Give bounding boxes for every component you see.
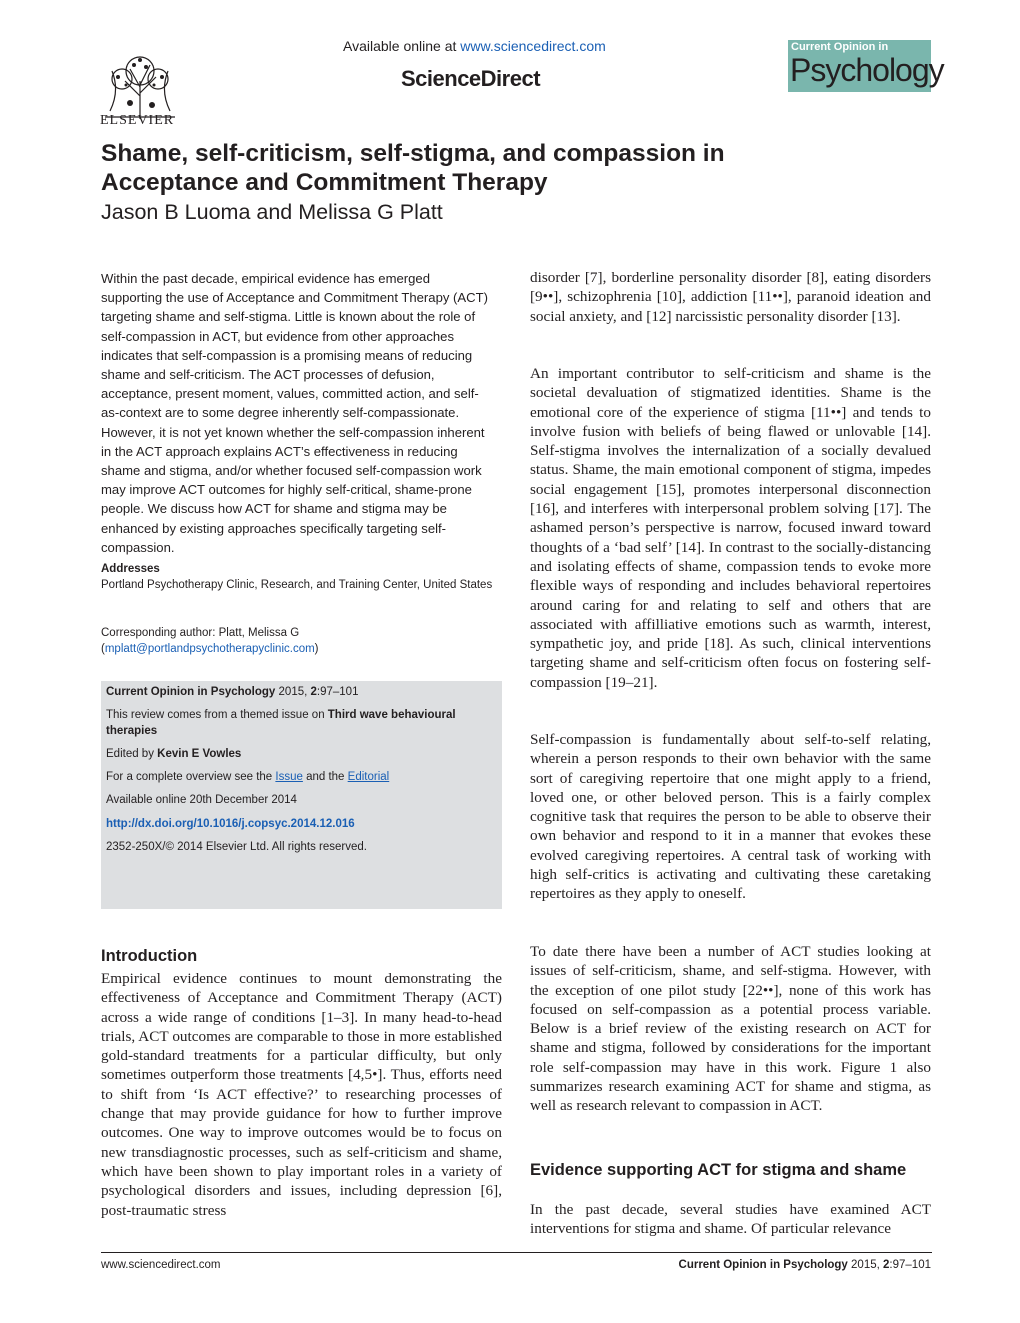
doi-link[interactable]: http://dx.doi.org/10.1016/j.copsyc.2014.12.016 xyxy=(106,818,355,830)
available-online-line xyxy=(343,38,606,54)
available-prefix: Available online at xyxy=(343,38,461,54)
citation-volume: 2 xyxy=(310,686,317,698)
corresponding-author-text: Corresponding author: Platt, Melissa G xyxy=(101,627,300,639)
theme-line xyxy=(106,708,496,739)
sciencedirect-wordmark: ScienceDirect xyxy=(401,66,541,91)
publisher-logo-text: ELSEVIER xyxy=(100,113,175,128)
footer-citation xyxy=(679,1259,931,1271)
introduction-paragraph: Empirical evidence continues to mount demonstrating the effectiveness of Acceptance and Commitment Therapy (ACT) across a wide range of conditions [1–3]. In many head-to-head trials, ACT outcomes are comparable to those in more established gold-standard treatments for a particular difficulty, but only sometimes outperform those treatments [4,5•]. Thus, efforts need to shift from ‘Is ACT effective?’ to researching processes of change that may provide guidance for how to further improve outcomes. One way to improve outcomes would be to focus on new transdiagnostic processes, such as self-criticism and shame, which have been shown to play important roles in a variety of psychological disorders and issues, including depression [6], post-traumatic stress xyxy=(101,970,502,1219)
corresponding-email-link[interactable]: mplatt@portlandpsychotherapyclinic.com xyxy=(104,642,315,655)
doi-line xyxy=(106,817,496,833)
abstract: Within the past decade, empirical evidence has emerged supporting the use of Acceptance and Commitment Therapy (ACT) targeting shame and self-stigma. Little is known about the role of self-compassion in ACT, but evidence from other approaches indicates that self-compassion is a promising means of reducing shame and self-criticism. The ACT processes of defusion, acceptance, present moment, values, committed action, and self-as-context are to some degree inherently self-compassionate. However, it is not yet known whether the self-compassion inherent in the ACT approach explains ACT’s effectiveness in reducing shame and stigma, and/or whether focused self-compassion work may improve ACT outcomes for highly self-critical, shame-prone people. We discuss how ACT for shame and stigma may be enhanced by existing approaches specifically targeting self-compassion. xyxy=(101,271,488,555)
evidence-section-heading: Evidence supporting ACT for stigma and shame xyxy=(530,1161,907,1179)
article-authors: Jason B Luoma and Melissa G Platt xyxy=(101,200,443,224)
footer-volume: 2 xyxy=(883,1259,890,1271)
footer-journal: Current Opinion in Psychology xyxy=(678,1259,848,1271)
footer-pages: :97–101 xyxy=(889,1259,931,1271)
overview-mid: and the xyxy=(302,771,348,783)
article-info-box xyxy=(101,681,502,909)
available-date: Available online 20th December 2014 xyxy=(106,794,297,806)
overview-line xyxy=(106,770,496,786)
journal-badge xyxy=(788,40,944,92)
copyright-line: 2352-250X/© 2014 Elsevier Ltd. All rights reserved. xyxy=(106,841,367,853)
sciencedirect-url-link[interactable]: www.sciencedirect.com xyxy=(460,38,606,54)
article-title: Shame, self-criticism, self-stigma, and compassion in Acceptance and Commitment Therapy xyxy=(101,140,725,196)
addresses-label: Addresses xyxy=(101,563,160,575)
theme-name: Third wave behavioural therapies xyxy=(106,709,456,737)
editor-line xyxy=(106,747,496,763)
right-paragraph-4: To date there have been a number of ACT studies looking at issues of self-criticism, shame, and self-stigma. However, with the exception of one pilot study [22••], none of this work has focused on self-compassion as a potential process variable. Below is a brief review of the existing research on ACT for shame and stigma, followed by considerations for the important role self-compassion may have in this work. Figure 1 also summarizes research examining ACT for shame and stigma, as well as research relevant to compassion in ACT. xyxy=(530,943,931,1115)
overview-prefix: For a complete overview see the xyxy=(106,771,276,783)
journal-badge-main: Psychology xyxy=(790,52,944,88)
citation-line xyxy=(106,685,496,701)
journal-badge-top: Current Opinion in xyxy=(791,41,889,53)
right-paragraph-3: Self-compassion is fundamentally about self-to-self relating, wherein a person responds to their own behavior with the same sort of caregiving repertoire that one might apply to a friend, loved one, or other beloved person. This is a fairly complex cognitive task that requires the person to be able to observe their own behavior and respond to it in a manner that evokes these evolved caregiving repertoires. A central task of working with high self-critics is activating and cultivating these caretaking repertoires as they apply to oneself. xyxy=(530,731,931,903)
editor-prefix: Edited by xyxy=(106,748,158,760)
citation-year: 2015, xyxy=(275,686,311,698)
issue-link[interactable]: Issue xyxy=(275,771,303,783)
footer-year: 2015, xyxy=(847,1259,884,1271)
right-paragraph-2: An important contributor to self-criticism and shame is the societal devaluation of stigmatized identities. Shame is the emotional core of the experience of stigma [11••] and tends to involve fusion with beliefs of being flawed or unlovable [14]. Self-stigma involves the internalization of a socially devalued status. Shame, the main emotional component of stigma, impedes social engagement [15], promotes interpersonal disconnection [16], and interferes with interpersonal problem solving [17]. The ashamed person’s perspective is narrow, focused inward toward thoughts of a ‘bad self’ [14]. In contrast to the socially-distancing and isolating effects of shame, compassion tends to evoke more flexible ways of responding and includes behavioral repertoires around caring for and relating to self and others that are associated with affilliative emotions such as warmth, interest, sympathetic joy, and pride [18]. As such, clinical interventions targeting shame and self-criticism often focus on fostering self-compassion [19–21]. xyxy=(530,365,931,691)
citation-pages: :97–101 xyxy=(316,686,359,698)
editorial-link[interactable]: Editorial xyxy=(347,771,390,783)
corresponding-author xyxy=(101,626,497,657)
addresses-text: Portland Psychotherapy Clinic, Research, and Training Center, United States xyxy=(101,579,493,591)
right-paragraph-5: In the past decade, several studies have examined ACT interventions for stigma and shame. Of particular relevance xyxy=(530,1201,931,1238)
theme-prefix: This review comes from a themed issue on xyxy=(106,709,328,721)
introduction-heading: Introduction xyxy=(101,947,198,965)
footer-website: www.sciencedirect.com xyxy=(101,1259,221,1271)
corresponding-email-line: (mplatt@portlandpsychotherapyclinic.com) xyxy=(101,642,319,655)
footer-divider xyxy=(101,1252,932,1253)
citation-journal: Current Opinion in Psychology xyxy=(106,686,276,698)
editor-name: Kevin E Vowles xyxy=(157,748,242,760)
right-paragraph-1: disorder [7], borderline personality disorder [8], eating disorders [9••], schizophrenia [10], addiction [11••], paranoid ideation and social anxiety, and [12] narcissistic personality disorder [13]. xyxy=(530,269,931,325)
